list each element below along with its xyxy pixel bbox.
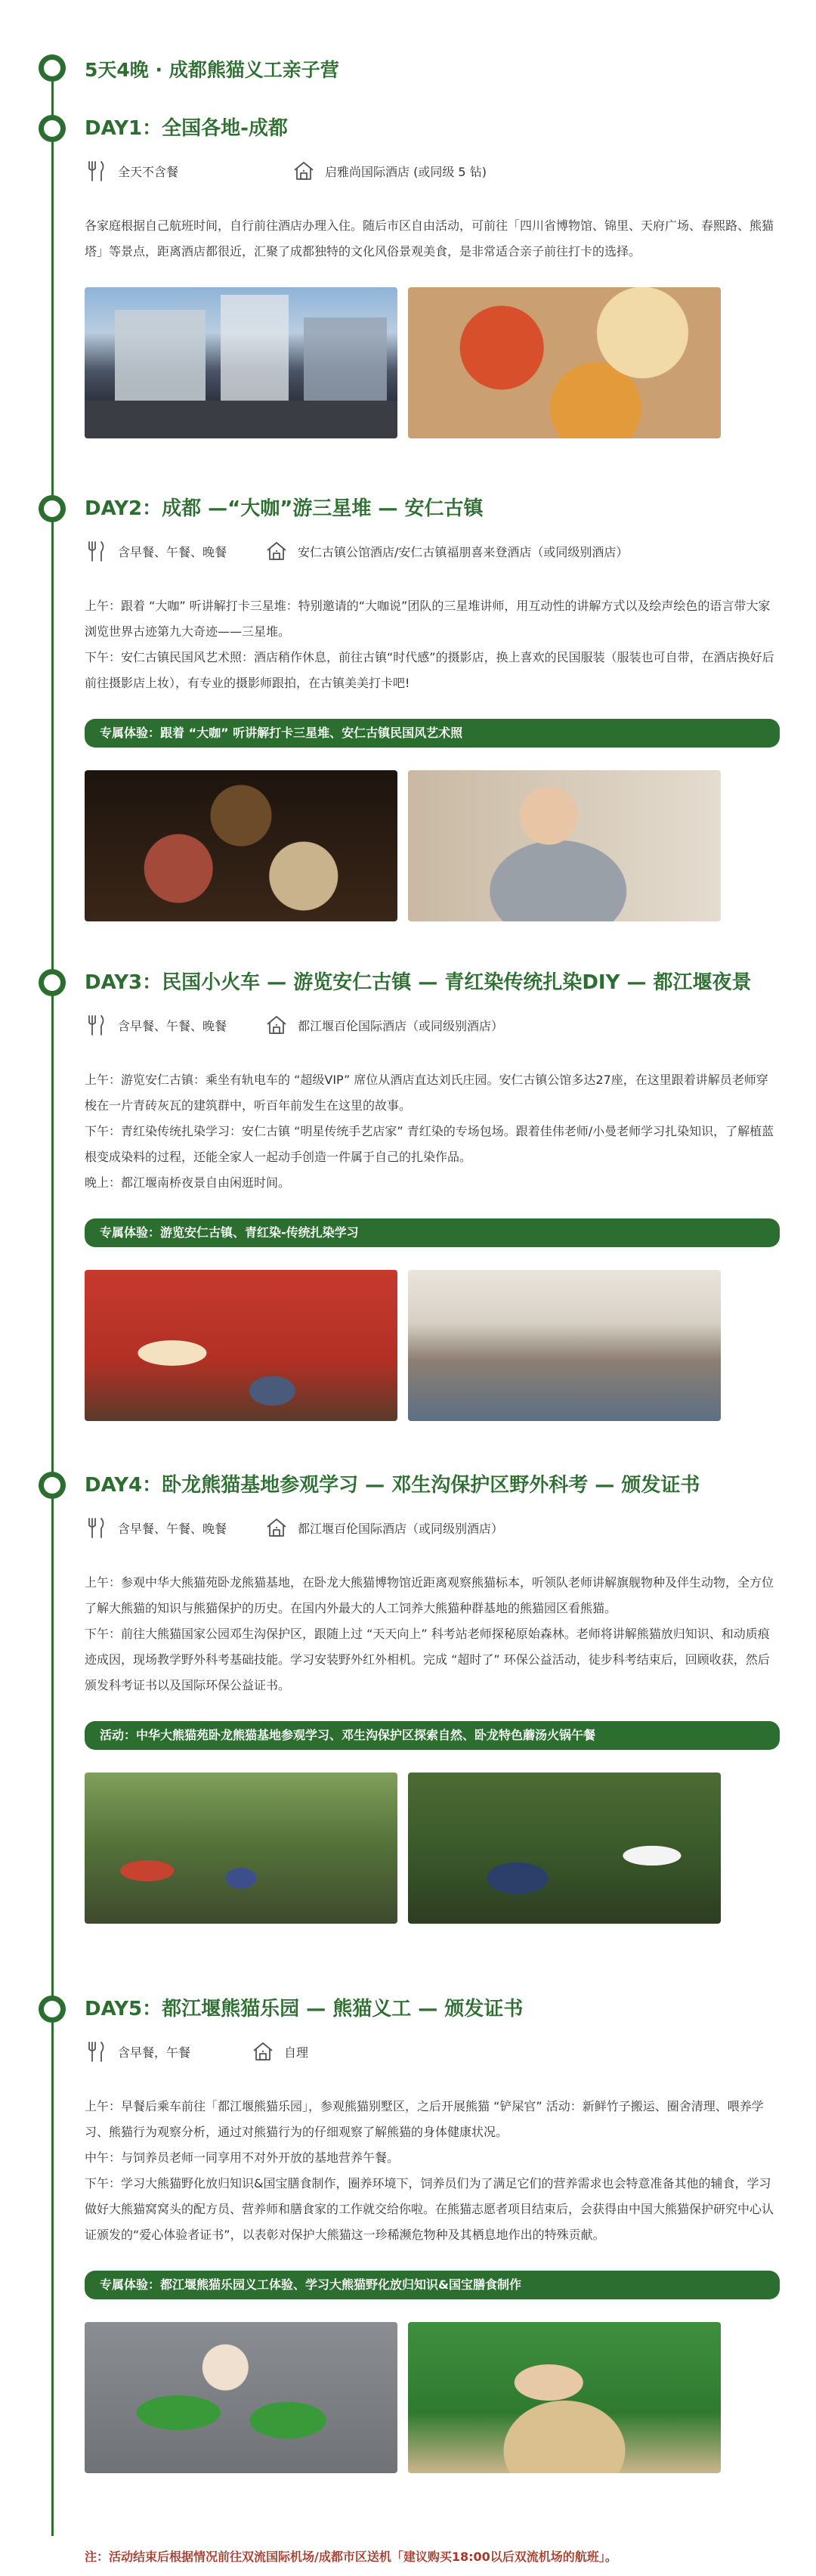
highlight-banner: 活动：中华大熊猫苑卧龙熊猫基地参观学习、邓生沟保护区探索自然、卧龙特色蘑汤火锅午餐 (85, 1721, 780, 1750)
day-meta (85, 1512, 780, 1543)
day-meta (85, 1010, 780, 1040)
meals-info (85, 1516, 227, 1540)
hotel-text: 安仁古镇公馆酒店/安仁古镇福朋喜来登酒店（或同级别酒店） (298, 544, 629, 559)
page-title: 5天4晚 · 成都熊猫义工亲子营 (85, 59, 339, 81)
timeline-node-icon (39, 969, 66, 996)
hotel-text: 都江堰百伦国际酒店（或同级别酒店） (298, 1018, 504, 1033)
paragraph: 晚上：都江堰南桥夜景自由闲逛时间。 (85, 1175, 291, 1190)
paragraph: 上午：参观中华大熊猫苑卧龙熊猫基地，在卧龙大熊猫博物馆近距离观察熊猫标本，听领队老师讲解旗舰物种及伴生动物，全方位了解大熊猫的知识与熊猫保护的历史。在国内外最大的人工饲养大熊猫种群基地的熊猫园区看熊猫。 (85, 1575, 774, 1615)
photo-row (85, 1773, 780, 1924)
meals-text: 含早餐、午餐、晚餐 (118, 1521, 227, 1536)
sichuan-food-photo (408, 287, 721, 438)
city-street-photo (85, 287, 397, 438)
meals-info (85, 539, 227, 563)
day-meta (85, 2036, 780, 2067)
day-title: DAY4：卧龙熊猫基地参观学习 — 邓生沟保护区野外科考 — 颁发证书 (85, 1474, 700, 1497)
volunteer-kids-photo (85, 2322, 397, 2473)
day-1-section (85, 112, 780, 438)
hotel-info (292, 159, 487, 183)
paragraph: 上午：早餐后乘车前往「都江堰熊猫乐园」，参观熊猫别墅区，之后开展熊猫 “铲屎官” 活动：新鲜竹子搬运、圈舍清理、喂养学习、熊猫行为观察分析，通过对熊猫行为的仔细观察了解熊猫的身体健康状况。 (85, 2099, 764, 2139)
highlight-banner: 专属体验：跟着 “大咖” 听讲解打卡三星堆、安仁古镇民国风艺术照 (85, 719, 780, 748)
photo-row (85, 2322, 780, 2473)
child-portrait-photo (408, 770, 721, 921)
hotel-info (264, 1013, 503, 1037)
day-meta (85, 536, 780, 566)
paragraph: 下午：前往大熊猫国家公园邓生沟保护区，跟随上过 “天天向上” 科考站老师探秘原始森林。老师将讲解熊猫放归知识、和动质痕迹成因，现场教学野外科考基础技能。学习安装野外红外相机。完成 “超时了” 环保公益活动，徒步科考结束后，回顾收获，然后颁发科考证书以及国际环保公益证书。 (85, 1627, 770, 1692)
paragraph: 下午：青红染传统扎染学习：安仁古镇 “明星传统手艺店家” 青红染的专场包场。跟着佳伟老师/小曼老师学习扎染知识，了解植蓝根变成染料的过程，还能全家人一起动手创造一件属于自己的扎染作品。 (85, 1124, 774, 1164)
highlight-banner: 专属体验：游览安仁古镇、青红染-传统扎染学习 (85, 1218, 780, 1247)
timeline-node-icon (39, 495, 66, 522)
day-title: DAY1：全国各地-成都 (85, 117, 288, 140)
meals-info (85, 159, 178, 183)
day-5-section (85, 1992, 780, 2473)
paragraph: 中午：与饲养员老师一同享用不对外开放的基地营养午餐。 (85, 2150, 400, 2165)
hotel-house-icon (251, 2039, 275, 2064)
photo-row (85, 770, 780, 921)
paragraph: 各家庭根据自己航班时间，自行前往酒店办理入住。随后市区自由活动，可前往「四川省博物馆、锦里、天府广场、春熙路、熊猫塔」等景点，距离酒店都很近，汇聚了成都独特的文化风俗景观美食，是非常适合亲子前往打卡的选择。 (85, 218, 774, 259)
paragraph: 下午：安仁古镇民国风艺术照：酒店稍作休息，前往古镇“时代感”的摄影店，换上喜欢的民国服装（服装也可自带，在酒店换好后前往摄影店上妆），有专业的摄影师跟拍，在古镇美美打卡吧! (85, 650, 774, 690)
timeline-node-icon (39, 115, 66, 142)
photo-row (85, 287, 780, 438)
fork-knife-icon (85, 2039, 109, 2064)
day-4-section (85, 1469, 780, 1924)
meals-text: 含早餐、午餐、晚餐 (118, 1018, 227, 1033)
timeline-node-icon (39, 1472, 66, 1499)
meals-text: 全天不含餐 (118, 164, 179, 179)
hotel-info (264, 539, 628, 563)
forest-hike-photo (85, 1773, 397, 1924)
paragraph: 下午：学习大熊猫野化放归知识&国宝膳食制作，圈养环境下，饲养员们为了满足它们的营养需求也会特意准备其他的辅食，学习做好大熊猫窝窝头的配方员、营养师和膳食家的工作就交给你啦。在熊猫志愿者项目结束后，会获得由中国大熊猫保护研究中心认证颁发的“爱心体验者证书”，以表彰对保护大熊猫这一珍稀濒危物种及其栖息地作出的特殊贡献。 (85, 2176, 774, 2242)
meals-text: 含早餐，午餐 (118, 2045, 191, 2060)
hotel-house-icon (264, 1013, 289, 1037)
paragraph: 上午：游览安仁古镇：乘坐有轨电车的 “超级VIP” 席位从酒店直达刘氏庄园。安仁古镇公馆多达27座，在这里跟着讲解员老师穿梭在一片青砖灰瓦的建筑群中，听百年前发生在这里的故事。 (85, 1073, 768, 1113)
old-train-photo (85, 1270, 397, 1421)
fork-knife-icon (85, 1516, 109, 1540)
meals-text: 含早餐、午餐、晚餐 (118, 544, 227, 559)
day-title: DAY3：民国小火车 — 游览安仁古镇 — 青红染传统扎染DIY — 都江堰夜景 (85, 971, 752, 994)
hotel-house-icon (264, 1516, 289, 1540)
hotel-house-icon (264, 539, 289, 563)
field-lecture-photo (408, 1773, 721, 1924)
day-description (85, 2094, 780, 2248)
fork-knife-icon (85, 539, 109, 563)
timeline-line (51, 72, 54, 2536)
hotel-info (264, 1516, 503, 1540)
hotel-house-icon (292, 159, 316, 183)
footer-note: 注：活动结束后根据情况前往双流国际机场/成都市区送机「建议购买18:00以后双流机场的航班」。 (85, 2550, 617, 2564)
day-title: DAY5：都江堰熊猫乐园 — 熊猫义工 — 颁发证书 (85, 1998, 524, 2020)
paragraph: 上午：跟着 “大咖” 听讲解打卡三星堆：特别邀请的“大咖说”团队的三星堆讲师，用互动性的讲解方式以及绘声绘色的语言带大家浏览世界古迹第九大奇迹——三星堆。 (85, 599, 771, 639)
day-3-section (85, 966, 780, 1421)
hotel-info (251, 2039, 308, 2064)
day-2-section (85, 492, 780, 921)
fork-knife-icon (85, 1013, 109, 1037)
hotel-text: 都江堰百伦国际酒店（或同级别酒店） (298, 1521, 504, 1536)
day-description (85, 213, 780, 265)
highlight-banner: 专属体验：都江堰熊猫乐园义工体验、学习大熊猫野化放归知识&国宝膳食制作 (85, 2271, 780, 2299)
hotel-text: 自理 (284, 2045, 309, 2060)
museum-visit-photo (85, 770, 397, 921)
day-description (85, 1067, 780, 1196)
hotel-text: 启雅尚国际酒店 (或同级 5 钻) (325, 164, 487, 179)
meals-info (85, 1013, 227, 1037)
food-making-photo (408, 2322, 721, 2473)
timeline-node-icon (39, 1995, 66, 2023)
tie-dye-class-photo (408, 1270, 721, 1421)
day-meta (85, 156, 780, 186)
day-title: DAY2：成都 —“大咖”游三星堆 — 安仁古镇 (85, 497, 484, 520)
day-description (85, 593, 780, 696)
photo-row (85, 1270, 780, 1421)
meals-info (85, 2039, 190, 2064)
fork-knife-icon (85, 159, 109, 183)
day-description (85, 1570, 780, 1698)
timeline-node-icon (39, 54, 66, 82)
